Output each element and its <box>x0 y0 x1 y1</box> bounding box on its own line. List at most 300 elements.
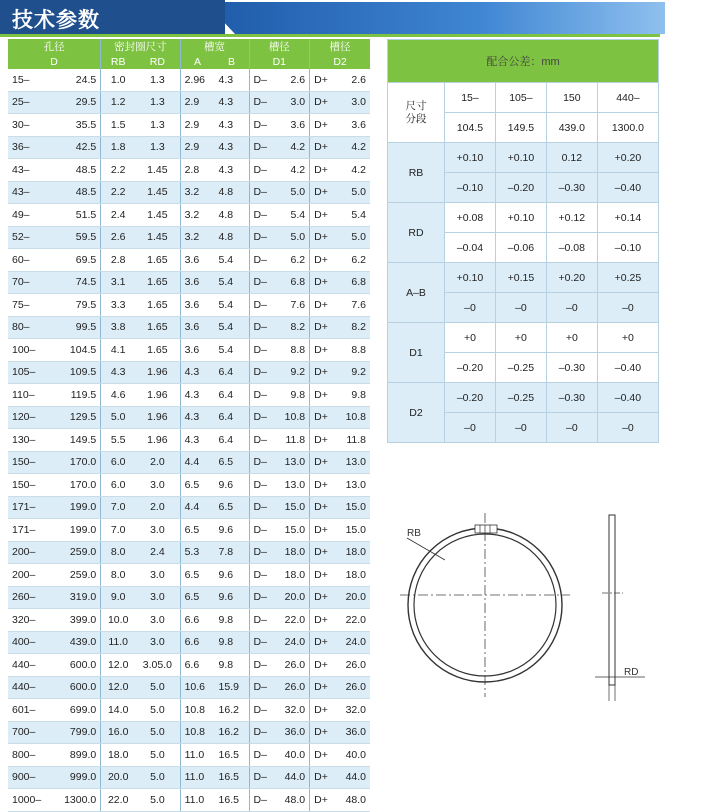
tolerance-table <box>387 39 659 443</box>
rd-label: RD <box>624 667 639 678</box>
col-bore: 孔径 <box>8 39 101 54</box>
table-cell: D+ <box>310 631 336 654</box>
table-cell: 18.0 <box>101 744 135 767</box>
table-cell: D+ <box>310 406 336 429</box>
table-cell: 6.2 <box>275 249 309 272</box>
table-cell: D– <box>249 384 275 407</box>
table-cell: 15.9 <box>215 676 249 699</box>
table-row <box>8 204 370 227</box>
table-cell: 900– <box>8 766 52 789</box>
spec-table-group-header <box>8 39 370 54</box>
table-cell: 16.5 <box>215 789 249 812</box>
table-cell: D+ <box>310 766 336 789</box>
table-cell: D– <box>249 474 275 497</box>
tolerance-cell: –0.30 <box>546 353 597 383</box>
table-row <box>8 676 370 699</box>
table-cell: 5.0 <box>135 676 180 699</box>
table-cell: D+ <box>310 676 336 699</box>
tolerance-cell: –0 <box>445 413 496 443</box>
table-cell: 3.8 <box>101 316 135 339</box>
table-cell: 259.0 <box>52 564 100 587</box>
table-cell: 59.5 <box>52 226 100 249</box>
table-cell: 30– <box>8 114 52 137</box>
tolerance-row <box>388 203 659 233</box>
size-to-cell: 439.0 <box>546 113 597 143</box>
table-cell: 99.5 <box>52 316 100 339</box>
table-cell: D– <box>249 766 275 789</box>
table-cell: 32.0 <box>275 699 309 722</box>
spec-table <box>8 39 370 812</box>
table-cell: 9.8 <box>215 631 249 654</box>
table-cell: 10.0 <box>101 609 135 632</box>
table-cell: 16.2 <box>215 699 249 722</box>
table-cell: 42.5 <box>52 136 100 159</box>
table-cell: 9.8 <box>336 384 370 407</box>
tolerance-cell: +0.14 <box>597 203 658 233</box>
table-cell: 5.0 <box>135 789 180 812</box>
table-cell: 3.6 <box>275 114 309 137</box>
table-cell: 25– <box>8 91 52 114</box>
tolerance-cell: –0.10 <box>597 233 658 263</box>
table-cell: D+ <box>310 384 336 407</box>
table-cell: 1.3 <box>135 91 180 114</box>
table-cell: 18.0 <box>275 564 309 587</box>
table-cell: D+ <box>310 294 336 317</box>
table-row <box>8 654 370 677</box>
table-cell: 2.6 <box>275 69 309 91</box>
table-cell: 60– <box>8 249 52 272</box>
table-row <box>8 91 370 114</box>
tolerance-cell: –0.30 <box>546 173 597 203</box>
table-cell: 5.0 <box>336 181 370 204</box>
table-row <box>8 721 370 744</box>
table-cell: 1.96 <box>135 361 180 384</box>
table-cell: 3.0 <box>275 91 309 114</box>
table-cell: D+ <box>310 136 336 159</box>
col-seal-size: 密封圈尺寸 <box>101 39 180 54</box>
table-cell: 29.5 <box>52 91 100 114</box>
table-cell: 16.5 <box>215 766 249 789</box>
rb-leader <box>407 538 445 560</box>
table-cell: 1.3 <box>135 136 180 159</box>
table-cell: 11.0 <box>101 631 135 654</box>
tolerance-cell: –0.10 <box>445 173 496 203</box>
table-cell: 1.45 <box>135 226 180 249</box>
page-header <box>0 0 660 34</box>
size-from-cell: 105– <box>495 83 546 113</box>
table-row <box>8 316 370 339</box>
table-cell: 1.65 <box>135 339 180 362</box>
table-cell: 6.4 <box>215 361 249 384</box>
table-cell: 120– <box>8 406 52 429</box>
page-title: 技术参数 <box>12 8 100 32</box>
table-cell: 149.5 <box>52 429 100 452</box>
table-cell: 400– <box>8 631 52 654</box>
table-row <box>8 429 370 452</box>
table-cell: 8.0 <box>101 541 135 564</box>
table-cell: 2.9 <box>180 91 214 114</box>
table-cell: 13.0 <box>336 451 370 474</box>
sub-a: A <box>180 54 214 69</box>
table-cell: 4.2 <box>275 136 309 159</box>
table-cell: 9.8 <box>215 654 249 677</box>
tolerance-cell: –0.08 <box>546 233 597 263</box>
table-cell: D+ <box>310 249 336 272</box>
table-cell: 104.5 <box>52 339 100 362</box>
table-cell: 4.3 <box>215 91 249 114</box>
table-row <box>8 384 370 407</box>
table-cell: 6.4 <box>215 406 249 429</box>
table-cell: 7.6 <box>336 294 370 317</box>
tolerance-cell: –0.40 <box>597 353 658 383</box>
table-cell: 171– <box>8 496 52 519</box>
table-cell: 5.0 <box>275 181 309 204</box>
tolerance-row <box>388 143 659 173</box>
table-cell: 5.0 <box>135 721 180 744</box>
table-cell: 9.2 <box>275 361 309 384</box>
table-cell: D– <box>249 159 275 182</box>
table-cell: 799.0 <box>52 721 100 744</box>
tolerance-cell: +0.15 <box>495 263 546 293</box>
table-cell: 24.0 <box>275 631 309 654</box>
table-cell: 3.0 <box>135 564 180 587</box>
table-cell: D+ <box>310 159 336 182</box>
table-cell: 2.2 <box>101 159 135 182</box>
table-cell: 36.0 <box>275 721 309 744</box>
table-cell: 4.3 <box>215 114 249 137</box>
table-cell: 43– <box>8 159 52 182</box>
table-cell: 5.5 <box>101 429 135 452</box>
table-cell: 3.0 <box>135 631 180 654</box>
table-cell: 22.0 <box>101 789 135 812</box>
table-cell: 1300.0 <box>52 789 100 812</box>
tolerance-cell: +0 <box>597 323 658 353</box>
table-cell: 2.9 <box>180 136 214 159</box>
table-cell: 319.0 <box>52 586 100 609</box>
tolerance-cell: –0.20 <box>445 383 496 413</box>
table-cell: D– <box>249 339 275 362</box>
table-cell: 16.5 <box>215 744 249 767</box>
table-cell: 2.0 <box>135 451 180 474</box>
table-cell: 16.2 <box>215 721 249 744</box>
table-cell: 75– <box>8 294 52 317</box>
table-cell: 11.0 <box>180 744 214 767</box>
table-cell: 8.2 <box>275 316 309 339</box>
table-cell: D– <box>249 451 275 474</box>
tolerance-cell: –0.30 <box>546 383 597 413</box>
table-cell: 9.8 <box>275 384 309 407</box>
tolerance-cell: +0.20 <box>546 263 597 293</box>
table-cell: 74.5 <box>52 271 100 294</box>
size-to-cell: 104.5 <box>445 113 496 143</box>
table-cell: 5.3 <box>180 541 214 564</box>
table-cell: 2.2 <box>101 181 135 204</box>
table-row <box>8 271 370 294</box>
tolerance-cell: +0.25 <box>597 263 658 293</box>
table-cell: D– <box>249 564 275 587</box>
table-cell: 49– <box>8 204 52 227</box>
table-cell: 199.0 <box>52 496 100 519</box>
table-cell: 40.0 <box>275 744 309 767</box>
tolerance-cell: –0 <box>546 413 597 443</box>
table-row <box>8 69 370 91</box>
table-cell: 12.0 <box>101 654 135 677</box>
size-from-cell: 440– <box>597 83 658 113</box>
table-cell: 700– <box>8 721 52 744</box>
table-cell: D+ <box>310 271 336 294</box>
table-cell: D– <box>249 789 275 812</box>
size-to-cell: 149.5 <box>495 113 546 143</box>
table-cell: 5.0 <box>135 699 180 722</box>
table-cell: D+ <box>310 429 336 452</box>
tolerance-cell: –0.04 <box>445 233 496 263</box>
table-cell: 2.6 <box>336 69 370 91</box>
table-row <box>8 339 370 362</box>
table-cell: 4.3 <box>180 406 214 429</box>
table-cell: 8.8 <box>275 339 309 362</box>
table-cell: 5.0 <box>275 226 309 249</box>
table-cell: 2.4 <box>101 204 135 227</box>
table-cell: D– <box>249 361 275 384</box>
table-cell: 6.4 <box>215 429 249 452</box>
table-cell: D– <box>249 586 275 609</box>
table-cell: 1.96 <box>135 406 180 429</box>
table-cell: 6.5 <box>180 586 214 609</box>
table-cell: 6.5 <box>215 451 249 474</box>
table-cell: D+ <box>310 609 336 632</box>
table-cell: 1.45 <box>135 181 180 204</box>
table-cell: 26.0 <box>336 654 370 677</box>
col-groove-d2: 槽径 <box>310 39 370 54</box>
table-cell: 4.2 <box>275 159 309 182</box>
table-cell: 3.0 <box>135 609 180 632</box>
table-cell: 18.0 <box>336 564 370 587</box>
header-divider <box>0 34 660 37</box>
sub-d: D <box>8 54 101 69</box>
table-cell: 260– <box>8 586 52 609</box>
table-cell: 4.3 <box>101 361 135 384</box>
table-cell: 6.0 <box>101 451 135 474</box>
table-cell: 5.4 <box>336 204 370 227</box>
table-cell: D– <box>249 294 275 317</box>
tolerance-cell: +0.10 <box>495 203 546 233</box>
table-cell: D+ <box>310 114 336 137</box>
table-cell: 40.0 <box>336 744 370 767</box>
table-cell: 18.0 <box>275 541 309 564</box>
table-cell: 9.0 <box>101 586 135 609</box>
table-cell: 1.3 <box>135 114 180 137</box>
table-cell: D+ <box>310 339 336 362</box>
tolerance-cell: –0 <box>445 293 496 323</box>
table-cell: 2.0 <box>135 496 180 519</box>
table-cell: 2.4 <box>135 541 180 564</box>
tolerance-cell: +0.10 <box>445 143 496 173</box>
table-cell: 16.0 <box>101 721 135 744</box>
table-cell: 699.0 <box>52 699 100 722</box>
table-cell: 1.45 <box>135 204 180 227</box>
table-cell: 6.6 <box>180 654 214 677</box>
table-row <box>8 474 370 497</box>
tolerance-cell: +0.10 <box>495 143 546 173</box>
table-cell: 20.0 <box>336 586 370 609</box>
table-row <box>8 226 370 249</box>
table-row <box>8 181 370 204</box>
table-cell: 6.6 <box>180 631 214 654</box>
table-cell: 26.0 <box>275 676 309 699</box>
col-groove-width: 槽宽 <box>180 39 249 54</box>
table-cell: 4.4 <box>180 496 214 519</box>
table-cell: 3.2 <box>180 226 214 249</box>
table-row <box>8 789 370 812</box>
table-cell: 12.0 <box>101 676 135 699</box>
table-cell: 22.0 <box>336 609 370 632</box>
table-cell: 10.8 <box>180 699 214 722</box>
table-cell: 44.0 <box>336 766 370 789</box>
table-cell: 4.2 <box>336 159 370 182</box>
table-cell: 69.5 <box>52 249 100 272</box>
table-cell: 1.2 <box>101 91 135 114</box>
table-cell: 3.6 <box>180 339 214 362</box>
table-cell: 14.0 <box>101 699 135 722</box>
table-row <box>8 564 370 587</box>
table-cell: D– <box>249 249 275 272</box>
tolerance-cell: –0.40 <box>597 383 658 413</box>
table-cell: 4.8 <box>215 204 249 227</box>
table-cell: 1.65 <box>135 294 180 317</box>
table-row <box>8 766 370 789</box>
table-cell: 48.0 <box>275 789 309 812</box>
ring-side-view <box>609 515 615 685</box>
table-cell: D+ <box>310 451 336 474</box>
table-cell: 4.8 <box>215 226 249 249</box>
table-cell: D– <box>249 429 275 452</box>
table-cell: D+ <box>310 91 336 114</box>
tolerance-row <box>388 383 659 413</box>
tolerance-cell: +0.08 <box>445 203 496 233</box>
table-cell: 22.0 <box>275 609 309 632</box>
table-cell: 109.5 <box>52 361 100 384</box>
table-cell: 4.3 <box>180 384 214 407</box>
sub-d2: D2 <box>310 54 370 69</box>
table-cell: 11.0 <box>180 789 214 812</box>
table-cell: 2.8 <box>180 159 214 182</box>
table-cell: 11.8 <box>336 429 370 452</box>
table-cell: 11.8 <box>275 429 309 452</box>
tolerance-group-label: RB <box>388 143 445 203</box>
table-row <box>8 361 370 384</box>
table-cell: 5.4 <box>215 249 249 272</box>
table-cell: 48.5 <box>52 159 100 182</box>
table-cell: 15.0 <box>275 496 309 519</box>
table-cell: 5.4 <box>215 271 249 294</box>
tolerance-cell: –0.06 <box>495 233 546 263</box>
table-row <box>8 519 370 542</box>
size-range-label: 尺寸 分段 <box>388 83 445 143</box>
table-cell: 439.0 <box>52 631 100 654</box>
table-cell: 5.4 <box>275 204 309 227</box>
table-cell: 8.2 <box>336 316 370 339</box>
table-cell: D+ <box>310 721 336 744</box>
table-cell: 1.96 <box>135 429 180 452</box>
table-cell: 601– <box>8 699 52 722</box>
table-cell: D– <box>249 654 275 677</box>
table-cell: 600.0 <box>52 654 100 677</box>
table-cell: 3.0 <box>336 91 370 114</box>
tolerance-row <box>388 323 659 353</box>
table-row <box>8 249 370 272</box>
table-cell: 440– <box>8 676 52 699</box>
table-cell: 2.6 <box>101 226 135 249</box>
table-cell: 2.96 <box>180 69 214 91</box>
size-from-cell: 15– <box>445 83 496 113</box>
table-cell: 32.0 <box>336 699 370 722</box>
table-cell: 20.0 <box>275 586 309 609</box>
tolerance-cell: 0.12 <box>546 143 597 173</box>
table-cell: D+ <box>310 361 336 384</box>
tolerance-cell: –0.20 <box>445 353 496 383</box>
table-cell: 1.8 <box>101 136 135 159</box>
table-cell: 9.6 <box>215 474 249 497</box>
tolerance-cell: +0.12 <box>546 203 597 233</box>
table-cell: 7.0 <box>101 496 135 519</box>
tolerance-cell: +0.10 <box>445 263 496 293</box>
table-cell: 6.0 <box>101 474 135 497</box>
table-cell: 79.5 <box>52 294 100 317</box>
table-cell: 35.5 <box>52 114 100 137</box>
table-cell: 15.0 <box>275 519 309 542</box>
table-cell: D– <box>249 316 275 339</box>
table-cell: 4.6 <box>101 384 135 407</box>
table-cell: 5.4 <box>215 316 249 339</box>
table-cell: 11.0 <box>180 766 214 789</box>
table-cell: 150– <box>8 474 52 497</box>
table-cell: 13.0 <box>336 474 370 497</box>
table-cell: 3.6 <box>336 114 370 137</box>
table-cell: D+ <box>310 586 336 609</box>
table-cell: 48.5 <box>52 181 100 204</box>
table-cell: 4.3 <box>180 361 214 384</box>
table-cell: 3.6 <box>180 249 214 272</box>
table-cell: 1.5 <box>101 114 135 137</box>
table-row <box>8 294 370 317</box>
table-cell: 105– <box>8 361 52 384</box>
table-cell: 8.8 <box>336 339 370 362</box>
sub-rb: RB <box>101 54 135 69</box>
table-cell: D– <box>249 271 275 294</box>
size-to-cell: 1300.0 <box>597 113 658 143</box>
table-cell: 3.0 <box>135 474 180 497</box>
table-cell: 3.0 <box>135 586 180 609</box>
table-cell: D– <box>249 406 275 429</box>
table-cell: 171– <box>8 519 52 542</box>
tolerance-cell: –0.25 <box>495 383 546 413</box>
table-cell: D– <box>249 69 275 91</box>
table-cell: D+ <box>310 204 336 227</box>
table-cell: 4.2 <box>336 136 370 159</box>
table-cell: D– <box>249 114 275 137</box>
table-cell: 440– <box>8 654 52 677</box>
table-row <box>8 586 370 609</box>
table-cell: D+ <box>310 69 336 91</box>
table-cell: D– <box>249 496 275 519</box>
table-cell: D+ <box>310 181 336 204</box>
table-cell: 13.0 <box>275 451 309 474</box>
table-cell: 5.0 <box>135 766 180 789</box>
table-cell: 20.0 <box>101 766 135 789</box>
table-row <box>8 609 370 632</box>
table-cell: 3.6 <box>180 294 214 317</box>
tolerance-group-label: D1 <box>388 323 445 383</box>
